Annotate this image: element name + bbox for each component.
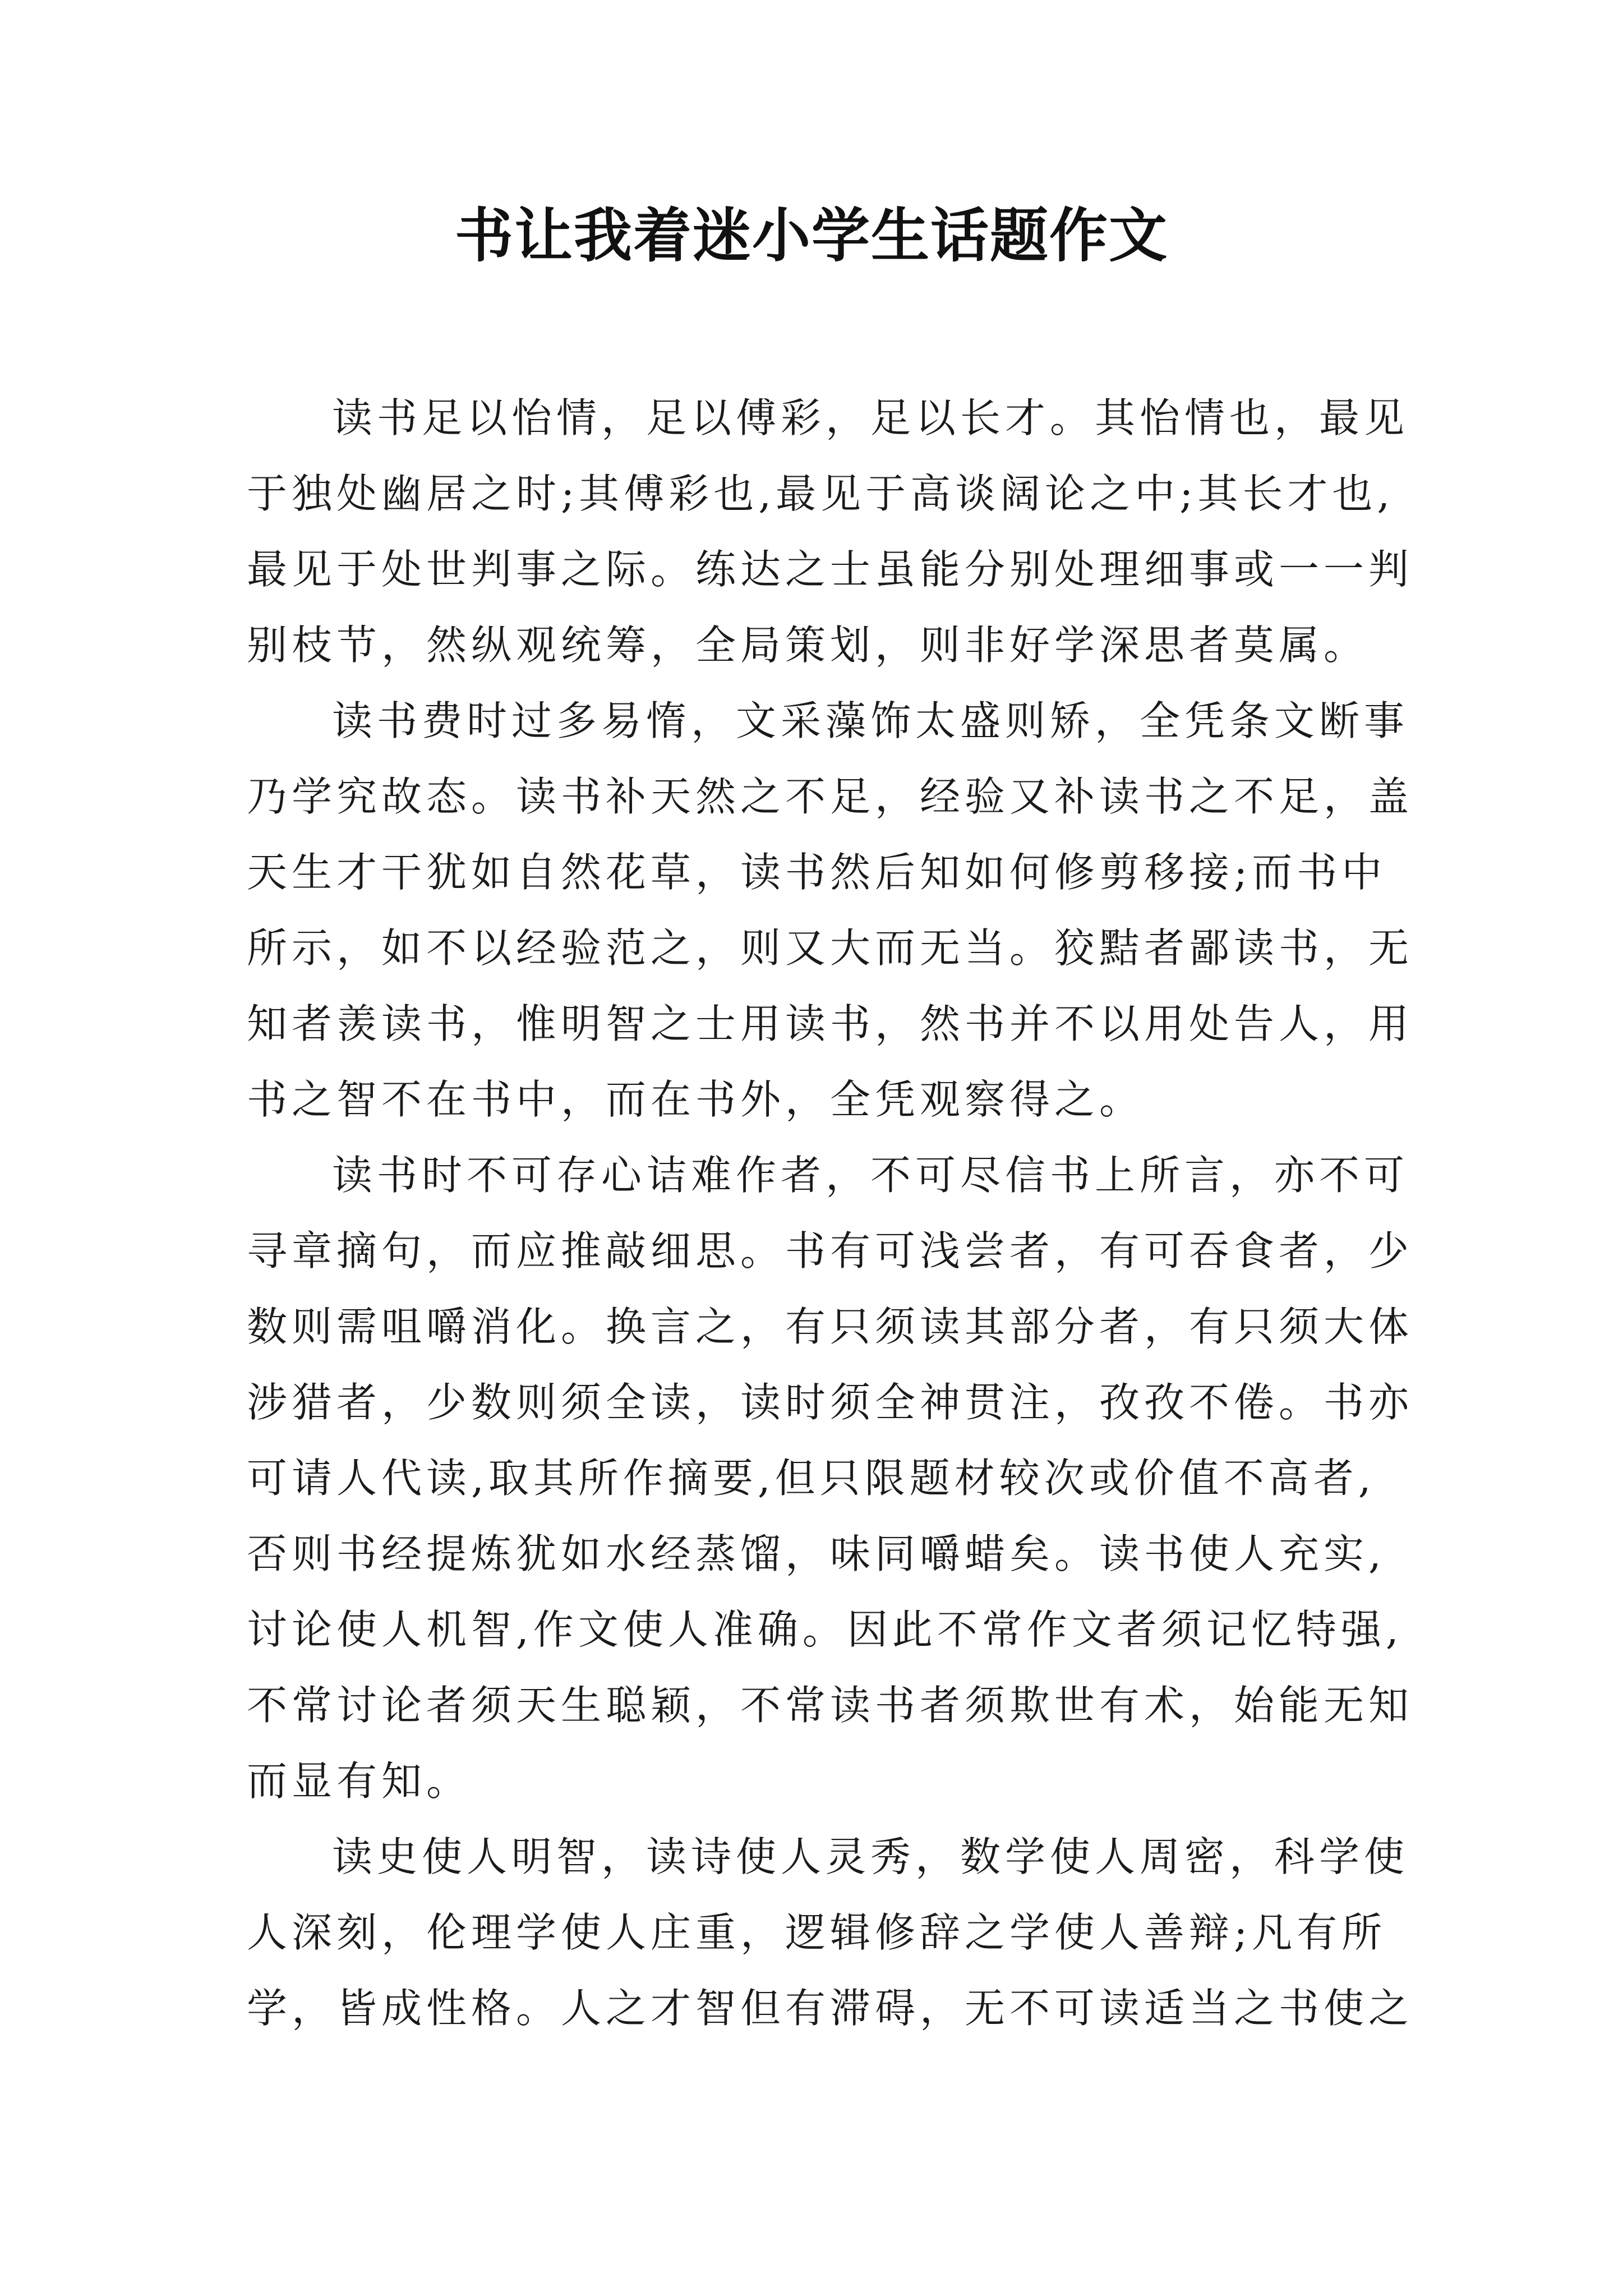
paragraph-3 (247, 1138, 1414, 1819)
paragraph-line: 讨论使人机智,作文使人准确。因此不常作文者须记忆特强, (247, 1606, 1403, 1653)
paragraph-line: 人深刻，伦理学使人庄重，逻辑修辞之学使人善辩;凡有所 (247, 1909, 1387, 1956)
paragraph-line: 学，皆成性格。人之才智但有滞碍，无不可读适当之书使之 (247, 1985, 1414, 2032)
paragraph-line: 可请人代读,取其所作摘要,但只限题材较次或价值不高者, (247, 1455, 1376, 1502)
paragraph-line: 否则书经提炼犹如水经蒸馏，味同嚼蜡矣。读书使人充实, (247, 1530, 1386, 1577)
paragraph-line: 读书时不可存心诘难作者，不可尽信书上所言，亦不可 (332, 1152, 1409, 1199)
paragraph-line: 所示，如不以经验范之，则又大而无当。狡黠者鄙读书，无 (247, 924, 1414, 972)
paragraph-line: 读史使人明智，读诗使人灵秀，数学使人周密，科学使 (332, 1833, 1409, 1880)
paragraph-line: 知者羡读书，惟明智之士用读书，然书并不以用处告人，用 (247, 1000, 1414, 1047)
paragraph-line: 涉猎者，少数则须全读，读时须全神贯注，孜孜不倦。书亦 (247, 1379, 1414, 1426)
paragraph-line: 于独处幽居之时;其傅彩也,最见于高谈阔论之中;其长才也, (247, 470, 1395, 517)
paragraph-line: 别枝节，然纵观统筹，全局策划，则非好学深思者莫属。 (247, 622, 1369, 669)
paragraph-line: 书之智不在书中，而在书外，全凭观察得之。 (247, 1076, 1145, 1123)
document-title: 书让我着迷小学生话题作文 (454, 201, 1168, 270)
paragraph-line: 寻章摘句，而应推敲细思。书有可浅尝者，有可吞食者，少 (247, 1227, 1414, 1274)
paragraph-line: 读书费时过多易惰，文采藻饰太盛则矫，全凭条文断事 (332, 697, 1409, 744)
paragraph-line: 最见于处世判事之际。练达之士虽能分别处理细事或一一判 (247, 546, 1414, 593)
paragraph-4 (247, 1819, 1414, 2046)
paragraph-1 (247, 380, 1414, 683)
paragraph-line: 而显有知。 (247, 1757, 472, 1805)
document-body (247, 380, 1414, 2046)
paragraph-line: 不常讨论者须天生聪颖，不常读书者须欺世有术，始能无知 (247, 1682, 1414, 1729)
paragraph-line: 天生才干犹如自然花草，读书然后知如何修剪移接;而书中 (247, 849, 1387, 896)
paragraph-2 (247, 683, 1414, 1138)
paragraph-line: 乃学究故态。读书补天然之不足，经验又补读书之不足，盖 (247, 773, 1414, 820)
paragraph-line: 数则需咀嚼消化。换言之，有只须读其部分者，有只须大体 (247, 1303, 1414, 1350)
paragraph-line: 读书足以怡情，足以傅彩，足以长才。其怡情也，最见 (332, 394, 1409, 441)
